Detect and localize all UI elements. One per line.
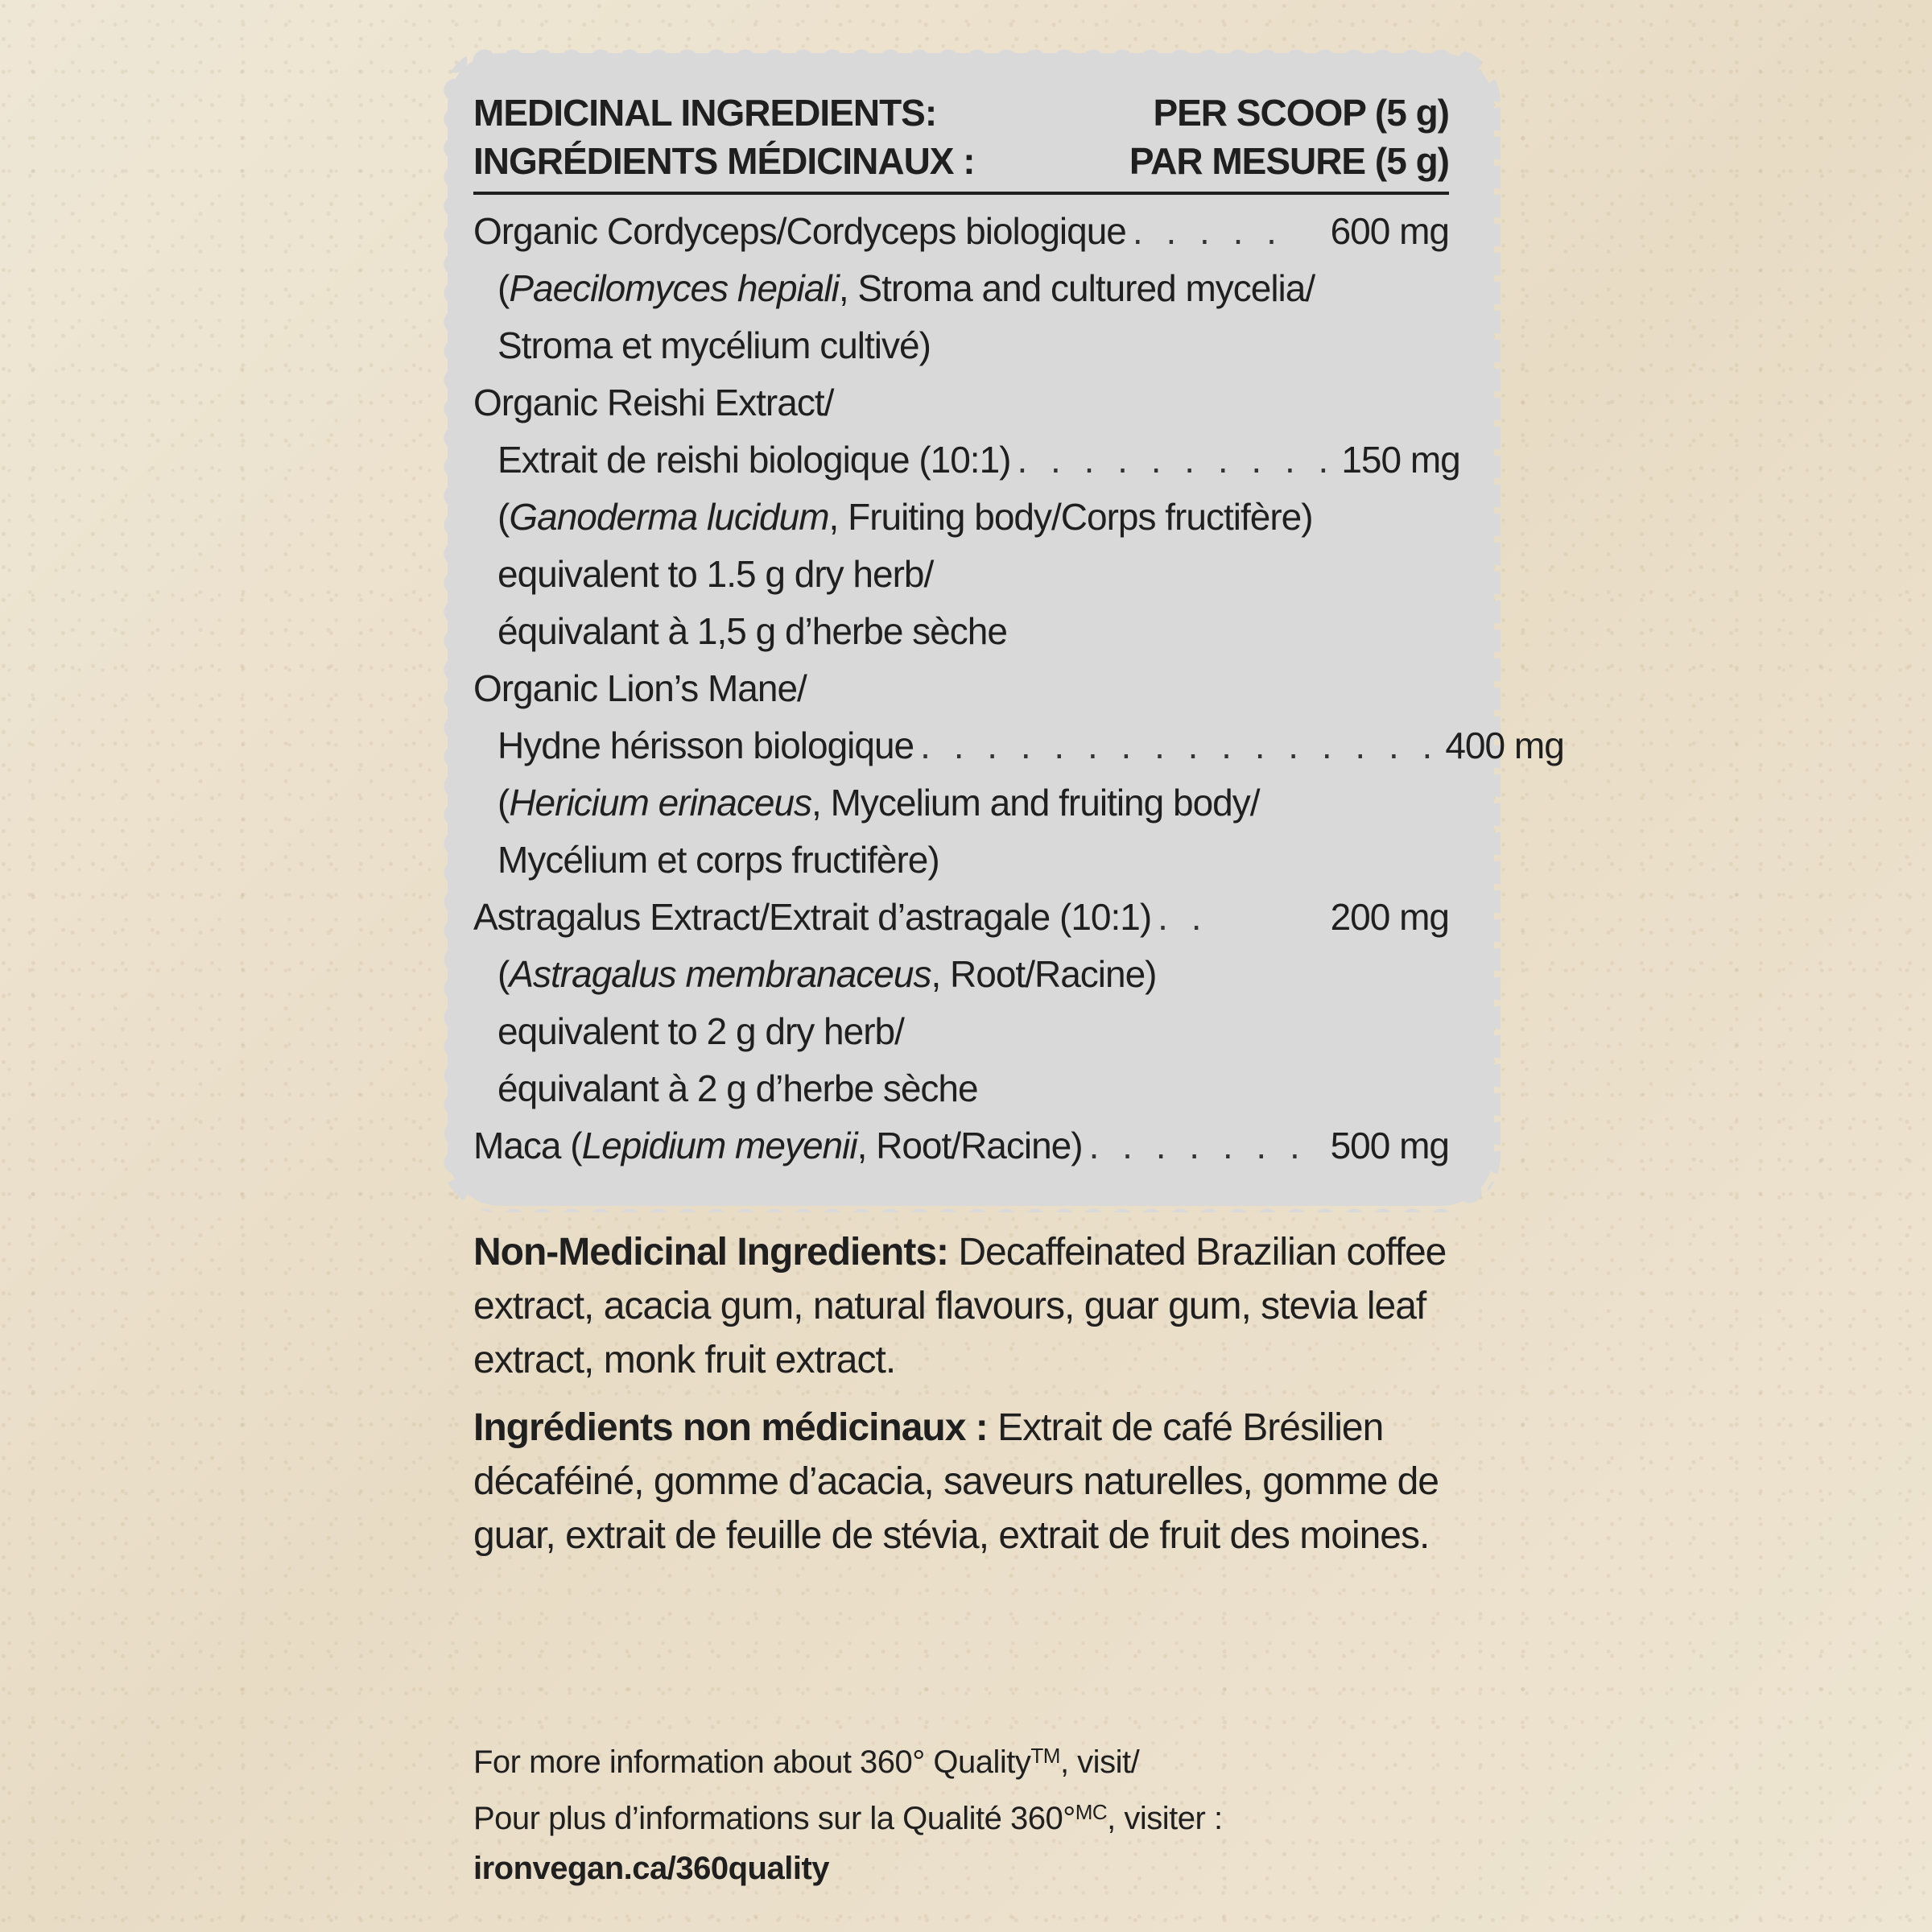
non-medicinal-ingredients-en: Non-Medicinal Ingredients: Decaffeinated Brazilian coffee extract, acacia gum, natural flavours, guar gum, stevia leaf extract, monk fruit extract. [473, 1231, 1447, 1381]
ingredient-line: Astragalus Extract/Extrait d’astragale (10:1) . . 200 mg [473, 889, 1449, 946]
non-medicinal-ingredients-fr: Ingrédients non médicinaux : Extrait de café Brésilien décaféiné, gomme d’acacia, saveurs naturelles, gomme de guar, extrait de feuille de stévia, extrait de fruit des moines. [473, 1406, 1439, 1557]
ingredient-line: ( Ganoderma lucidum , Fruiting body/Corps fructifère) [473, 489, 1449, 546]
ingredient-amount: 600 mg [1330, 210, 1449, 252]
latin-name: Lepidium meyenii [581, 1125, 857, 1166]
ingredient-line: Organic Cordyceps/Cordyceps biologique . . . . . 600 mg [473, 203, 1449, 260]
quality-footer [473, 1731, 1359, 1893]
ingredient-line: équivalant à 1,5 g d’herbe sèche [497, 610, 1007, 652]
ingredient-line: equivalent to 2 g dry herb/ [497, 1010, 904, 1052]
ingredient-line: Organic Lion’s Mane/ [473, 667, 807, 709]
latin-name: Hericium erinaceus [509, 782, 812, 824]
header-divider [473, 192, 1449, 195]
ingredient-line: ( Hericium erinaceus , Mycelium and fruiting body/ [473, 774, 1449, 832]
ingredient-line: Hydne hérisson biologique . . . . . . . . . . . . . . . . 400 mg [473, 717, 1449, 774]
ingredient-line: ( Paecilomyces hepiali , Stroma and cultured mycelia/ [473, 260, 1449, 317]
medicinal-ingredients-list [473, 89, 1564, 1174]
footer-line-fr: Pour plus d’informations sur la Qualité 360°$^{MC}$, visiter : [473, 1800, 1223, 1836]
ingredient-line: Organic Reishi Extract/ [473, 382, 834, 423]
ingredient-line: Extrait de reishi biologique (10:1) . . . . . . . . . . 150 mg [473, 431, 1449, 489]
ingredient-amount: 400 mg [1445, 724, 1564, 766]
ingredient-line: Stroma et mycélium cultivé) [497, 324, 931, 366]
latin-name: Astragalus membranaceus [509, 953, 931, 995]
non-medicinal-label-fr: Ingrédients non médicinaux : [473, 1406, 988, 1449]
ingredient-amount: 150 mg [1341, 439, 1460, 481]
header-label-fr: INGRÉDIENTS MÉDICINAUX : [473, 140, 975, 182]
ingredient-line: Mycélium et corps fructifère) [497, 839, 939, 881]
latin-name: Paecilomyces hepiali [509, 267, 839, 309]
header-dose-fr: PAR MESURE (5 g) [1129, 140, 1449, 182]
footer-line-en: For more information about 360° Quality™, visit/ [473, 1744, 1140, 1780]
header-row-en [473, 89, 1449, 137]
ingredient-line: ( Astragalus membranaceus , Root/Racine) [473, 946, 1449, 1003]
ingredient-line: equivalent to 1.5 g dry herb/ [497, 553, 934, 595]
header-dose-en: PER SCOOP (5 g) [1153, 92, 1449, 134]
ingredient-line: Maca (Lepidium meyenii, Root/Racine) . . . . . . . 500 mg [473, 1117, 1449, 1174]
ingredient-amount: 500 mg [1330, 1125, 1449, 1166]
quality-url-link[interactable]: ironvegan.ca/360quality [473, 1851, 830, 1886]
non-medicinal-label-en: Non-Medicinal Ingredients: [473, 1231, 949, 1274]
header-row-fr [473, 137, 1449, 185]
latin-name: Ganoderma lucidum [509, 496, 829, 538]
ingredient-amount: 200 mg [1330, 896, 1449, 938]
header-label-en: MEDICINAL INGREDIENTS: [473, 92, 937, 134]
ingredient-line: équivalant à 2 g d’herbe sèche [497, 1067, 978, 1109]
